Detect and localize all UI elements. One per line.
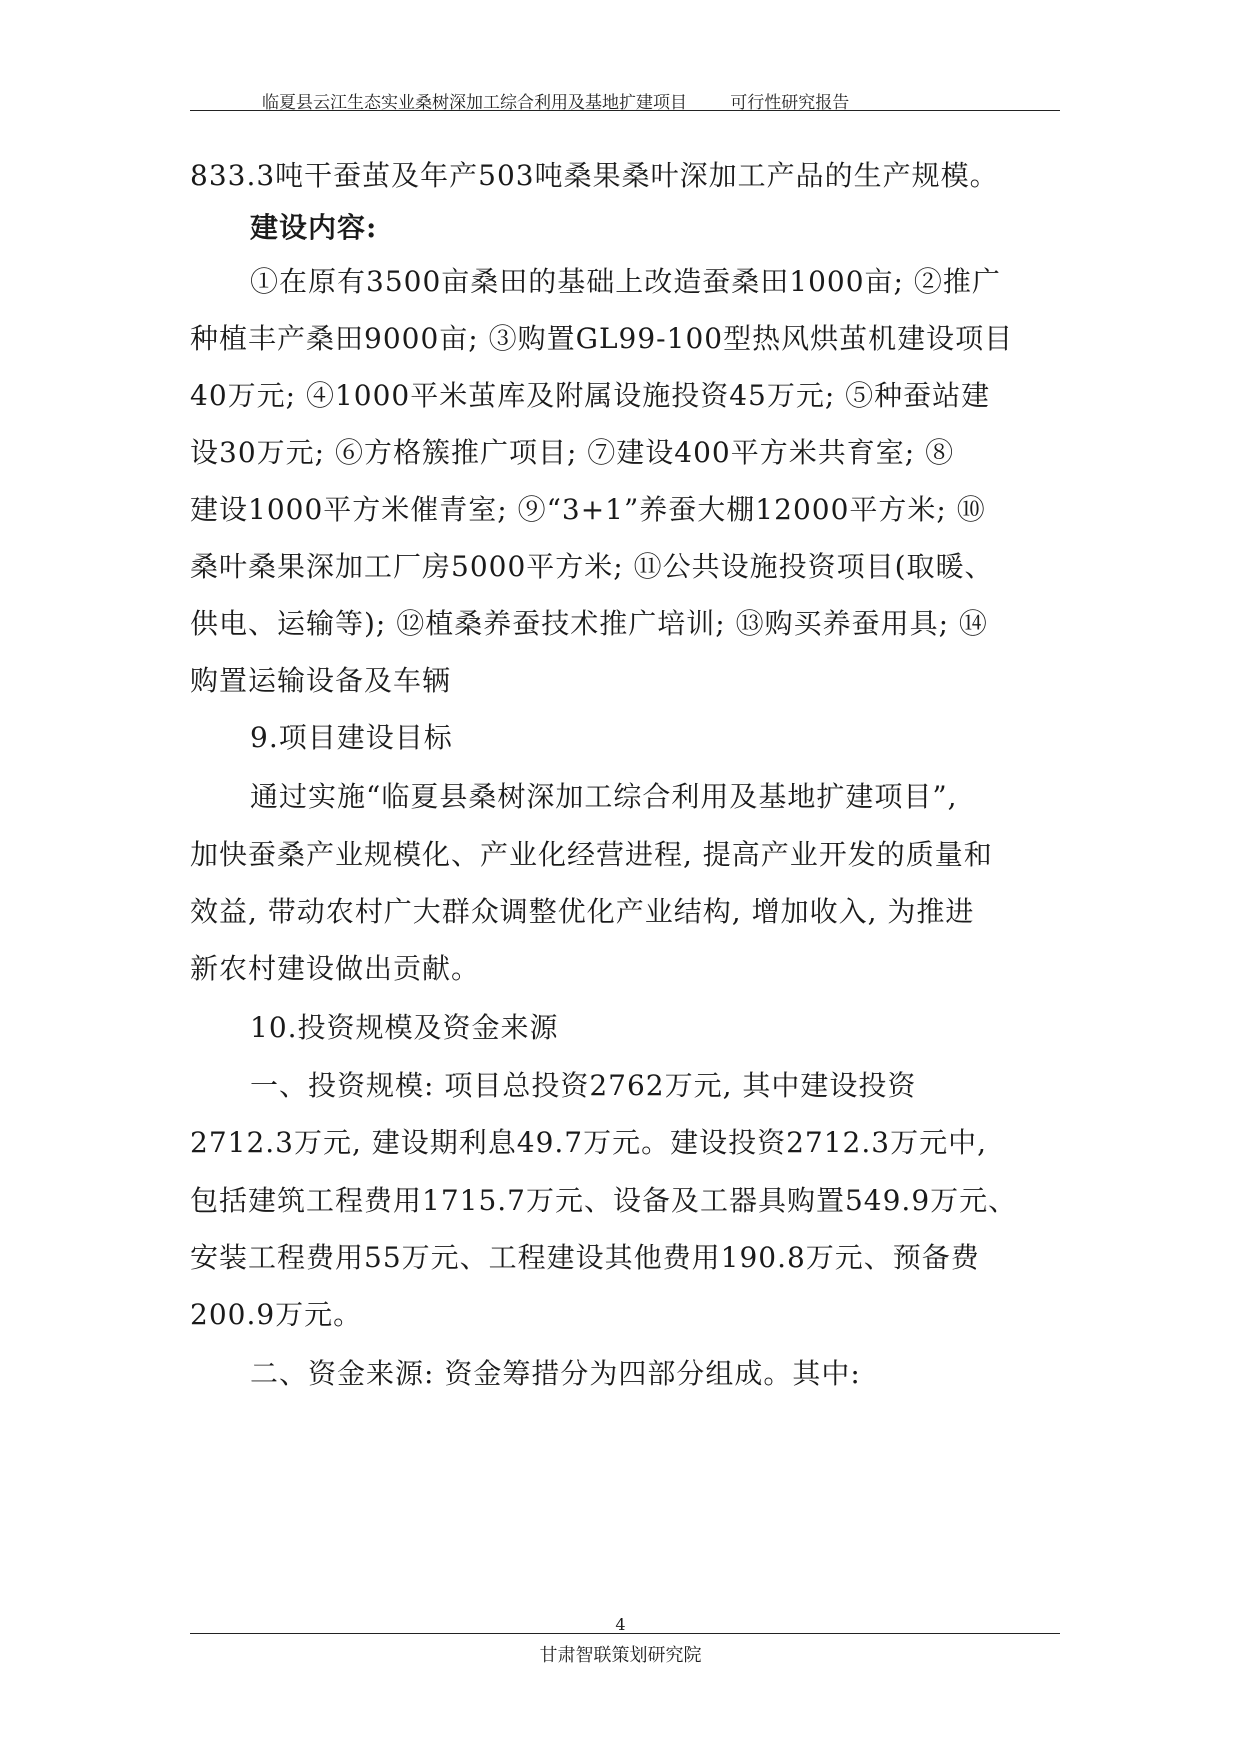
body-line: 效益, 带动农村广大群众调整优化产业结构, 增加收入, 为推进: [190, 895, 975, 928]
body-line: 安装工程费用55万元、工程建设其他费用190.8万元、预备费: [190, 1241, 980, 1274]
body-line: 200.9万元。: [190, 1298, 363, 1331]
body-line: 种植丰产桑田9000亩; ③购置GL99-100型热风烘茧机建设项目: [190, 322, 1014, 355]
body-line: 包括建筑工程费用1715.7万元、设备及工器具购置549.9万元、: [190, 1184, 1018, 1217]
body-line: 购置运输设备及车辆: [190, 664, 452, 697]
footer-divider: [190, 1633, 1060, 1634]
header-divider: [190, 110, 1060, 111]
body-line: 2712.3万元, 建设期利息49.7万元。建设投资2712.3万元中,: [190, 1126, 987, 1159]
body-line: 桑叶桑果深加工厂房5000平方米; ⑪公共设施投资项目(取暖、: [190, 550, 994, 583]
body-line: 新农村建设做出贡献。: [190, 952, 481, 985]
body-line: 40万元; ④1000平米茧库及附属设施投资45万元; ⑤种蚕站建: [190, 379, 991, 412]
body-line: 通过实施“临夏县桑树深加工综合利用及基地扩建项目”,: [250, 780, 958, 813]
body-line: 设30万元; ⑥方格簇推广项目; ⑦建设400平方米共育室; ⑧: [190, 436, 955, 469]
body-line: ①在原有3500亩桑田的基础上改造蚕桑田1000亩; ②推广: [250, 265, 1001, 298]
header-subtitle: 可行性研究报告: [730, 93, 850, 113]
body-line: 供电、运输等); ⑫植桑养蚕技术推广培训; ⑬购买养蚕用具; ⑭: [190, 607, 988, 640]
section-heading: 9.项目建设目标: [250, 721, 453, 754]
body-line: 建设1000平方米催青室; ⑨“3+1”养蚕大棚12000平方米; ⑩: [190, 493, 986, 526]
section-heading: 10.投资规模及资金来源: [250, 1011, 559, 1044]
header-title: 临夏县云江生态实业桑树深加工综合利用及基地扩建项目: [262, 93, 687, 113]
body-line: 加快蚕桑产业规模化、产业化经营进程, 提高产业开发的质量和: [190, 838, 993, 871]
body-line: 833.3吨干蚕茧及年产503吨桑果桑叶深加工产品的生产规模。: [190, 159, 999, 192]
footer-organization: 甘肃智联策划研究院: [539, 1645, 702, 1666]
section-heading: 建设内容:: [250, 211, 378, 244]
body-line: 二、资金来源: 资金筹措分为四部分组成。其中:: [250, 1357, 861, 1390]
page-number: 4: [615, 1615, 626, 1634]
body-line: 一、投资规模: 项目总投资2762万元, 其中建设投资: [250, 1069, 917, 1102]
